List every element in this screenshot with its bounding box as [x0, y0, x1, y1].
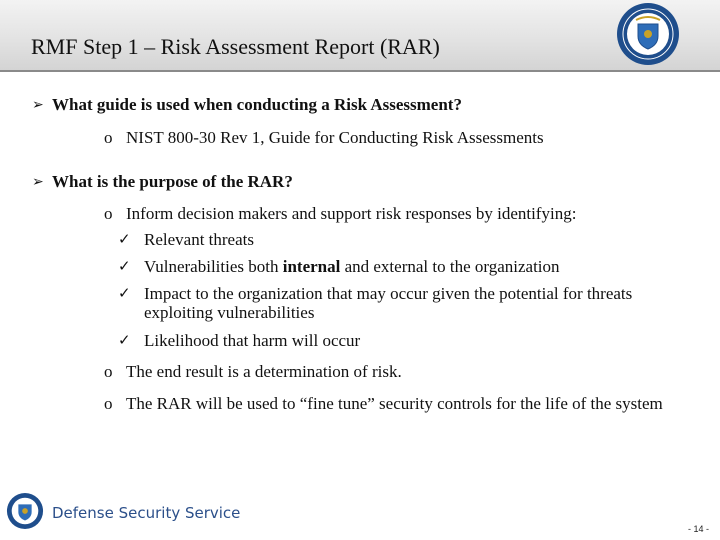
slide-title: RMF Step 1 – Risk Assessment Report (RAR): [31, 34, 440, 59]
circle-bullet: o: [104, 362, 113, 381]
circle-bullet: o: [104, 394, 113, 413]
dss-seal-icon: [616, 2, 680, 66]
dss-logo-icon: [6, 492, 44, 530]
arrow-bullet-icon: ➢: [32, 97, 44, 113]
slide-header: [0, 0, 720, 72]
checkmark-icon: ✓: [118, 331, 131, 349]
answer-text: The RAR will be used to “fine tune” security controls for the life of the system: [126, 394, 663, 413]
check-item-text: Relevant threats: [144, 230, 254, 249]
question-text: What is the purpose of the RAR?: [52, 172, 293, 191]
circle-bullet: o: [104, 128, 113, 147]
footer-org-name: Defense Security Service: [52, 504, 241, 522]
arrow-bullet-icon: ➢: [32, 174, 44, 190]
check-item-text: Likelihood that harm will occur: [144, 331, 361, 350]
check-item-text-start: Vulnerabilities both: [144, 257, 283, 276]
question-text: What guide is used when conducting a Risk Assessment?: [52, 95, 462, 114]
answer-text: Inform decision makers and support risk responses by identifying:: [126, 204, 577, 223]
check-item-text: [144, 257, 684, 276]
answer-text: The end result is a determination of risk.: [126, 362, 402, 381]
emphasis-text: internal: [282, 257, 341, 276]
checkmark-icon: ✓: [118, 230, 131, 248]
checkmark-icon: ✓: [118, 284, 131, 302]
page-number: - 14 -: [688, 524, 710, 534]
check-item-text: Impact to the organization that may occur given the potential for threats exploiting vulnerabilities: [144, 284, 633, 322]
answer-text: NIST 800-30 Rev 1, Guide for Conducting Risk Assessments: [126, 128, 544, 147]
check-item-text-end: and external to the organization: [340, 257, 560, 276]
checkmark-icon: ✓: [118, 257, 131, 275]
circle-bullet: o: [104, 204, 113, 223]
